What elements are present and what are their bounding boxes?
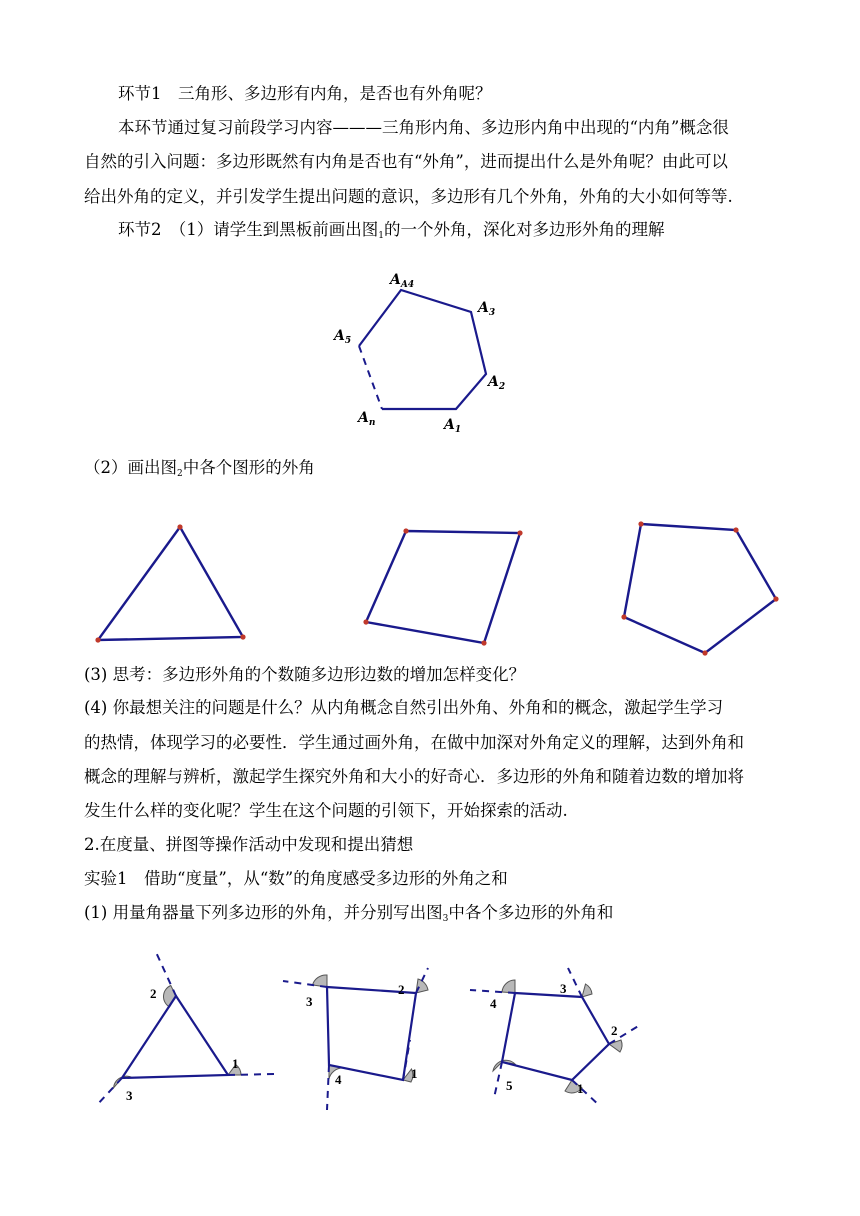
section2-item4-line4: 发生什么样的变化呢？学生在这个问题的引领下，开始探索的活动.: [84, 801, 568, 820]
section3-item1-pre: (1) 用量角器量下列多边形的外角，并分别写出图: [84, 903, 443, 922]
section3-heading: 2.在度量、拼图等操作活动中发现和提出猜想: [84, 835, 414, 854]
figure-3-exterior-angles: [0, 950, 860, 1120]
section3-item1: [84, 901, 784, 931]
label-an: $A_n$: [358, 410, 376, 428]
section2-item4-line1: (4) 你最想关注的问题是什么？从内角概念自然引出外角、外角和的概念，激起学生学习: [84, 698, 724, 717]
tri-angle-2: 2: [150, 986, 157, 1001]
section1-para-line3: 给出外角的定义，并引发学生提出问题的意识，多边形有几个外角，外角的大小如何等等.: [84, 187, 733, 206]
figure-1-polygon: [320, 262, 520, 442]
section2-item4-line2: 的热情，体现学习的必要性．学生通过画外角，在做中加深对外角定义的理解，达到外角和: [84, 733, 744, 752]
figure3-quadrilateral: [283, 968, 428, 1110]
quad-angle-1: 1: [411, 1066, 418, 1081]
label-a1: $A_1$: [444, 417, 462, 435]
section2-item1-pre: 环节2 （1）请学生到黑板前画出图: [118, 220, 379, 239]
label-a2: $A_2$: [488, 374, 506, 392]
section2-item4-line3: 概念的理解与辨析，激起学生探究外角和大小的好奇心．多边形的外角和随着边数的增加将: [84, 767, 744, 786]
section2-item3: (3) 思考：多边形外角的个数随多边形边数的增加怎样变化？: [84, 665, 526, 684]
figure2-triangle: [95, 524, 245, 642]
tri-angle-3: 3: [126, 1088, 133, 1103]
quad-angle-4: 4: [335, 1072, 342, 1087]
pent-angle-4: 4: [490, 996, 497, 1011]
figure-ref-1: 1: [378, 231, 384, 241]
pent-angle-2: 2: [611, 1023, 618, 1038]
figure2-pentagon: [621, 521, 778, 655]
tri-angle-1: 1: [232, 1056, 239, 1071]
section2-item2-post: 中各个图形的外角: [182, 458, 315, 477]
section1-heading: 环节1 三角形、多边形有内角，是否也有外角呢？: [118, 84, 492, 103]
label-a4: $A_{A4}$: [390, 272, 415, 290]
polygon-edges: [359, 290, 486, 409]
section1-para-line1: 本环节通过复习前段学习内容———三角形内角、多边形内角中出现的“内角”概念很: [118, 118, 729, 137]
section2-item2: [84, 456, 784, 486]
section2-item1-post: 的一个外角，深化对多边形外角的理解: [383, 220, 665, 239]
section1-para-line2: 自然的引入问题：多边形既然有内角是否也有“外角”，进而提出什么是外角呢？由此可以: [84, 152, 728, 171]
quad-angle-2: 2: [398, 982, 405, 997]
pent-angle-1: 1: [577, 1081, 584, 1096]
figure-ref-3: 3: [442, 914, 449, 924]
label-a3: $A_3$: [478, 300, 496, 318]
section3-item1-post: 中各个多边形的外角和: [448, 903, 614, 922]
figure-2-shapes: [0, 510, 860, 660]
figure2-quadrilateral: [363, 528, 522, 645]
polygon-gap-dashed: [359, 346, 382, 409]
quad-angle-3: 3: [306, 994, 313, 1009]
section3-experiment: 实验1 借助“度量”，从“数”的角度感受多边形的外角之和: [84, 869, 508, 888]
figure-ref-2: 2: [177, 469, 183, 479]
pent-angle-5: 5: [506, 1078, 513, 1093]
label-a5: $A_5$: [334, 328, 352, 346]
figure3-triangle: [96, 950, 275, 1106]
section2-item1: [118, 218, 818, 248]
figure3-pentagon: [470, 968, 640, 1106]
section2-item2-pre: （2）画出图: [84, 458, 177, 477]
pent-angle-3: 3: [560, 981, 567, 996]
